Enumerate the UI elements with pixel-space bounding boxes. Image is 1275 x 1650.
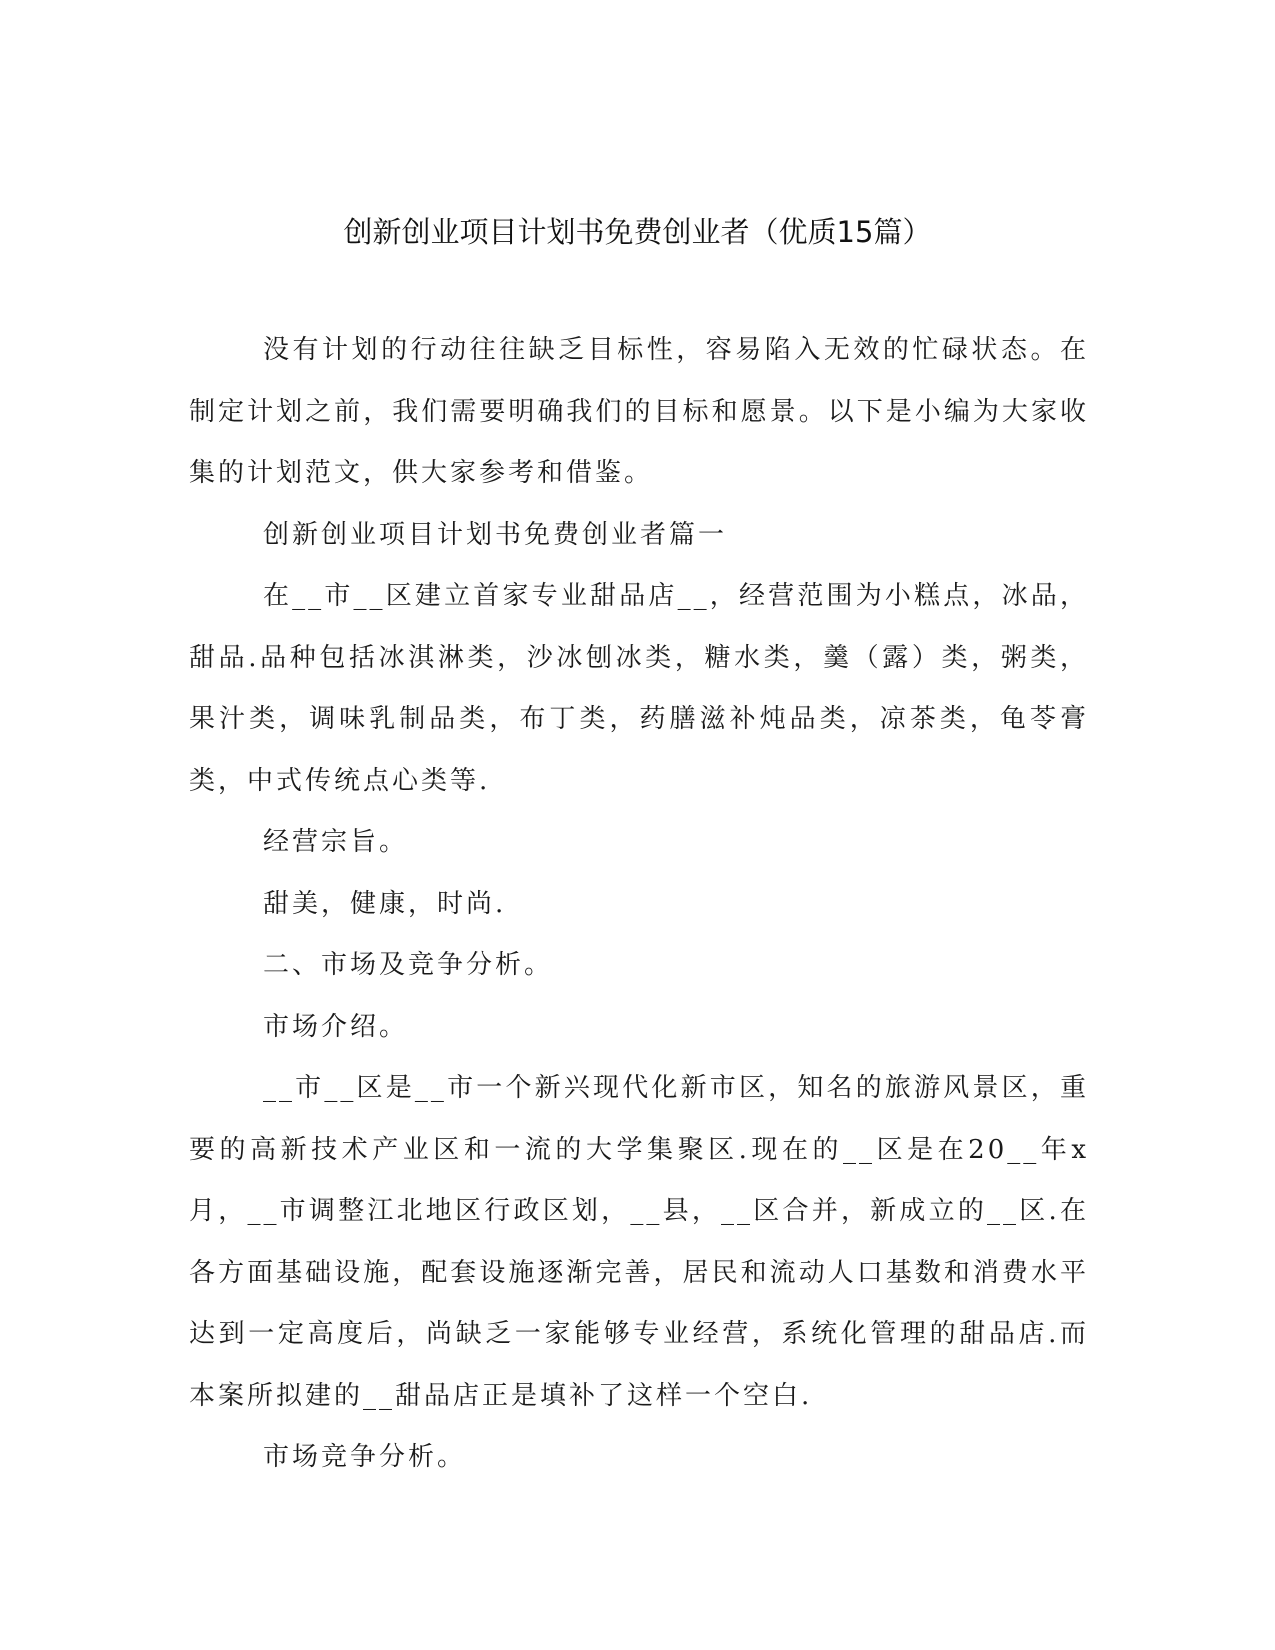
section-heading-part-one: 创新创业项目计划书免费创业者篇一 <box>263 519 728 550</box>
business-purpose-heading: 经营宗旨。 <box>263 827 409 857</box>
market-competition-heading: 二、市场及竞争分析。 <box>263 950 554 980</box>
document-body <box>189 320 1089 1489</box>
market-intro-paragraph: __市__区是__市一个新兴现代化新市区，知名的旅游风景区，重要的高新技术产业区和一流的大学集聚区.现在的__区是在20__年x月，__市调整江北地区行政区划，__县，__区合并，新成立的__区.在各方面基础设施，配套设施逐渐完善，居民和流动人口基数和消费水平达到一定高度后，尚缺乏一家能够专业经营，系统化管理的甜品店.而本案所拟建的__甜品店正是填补了这样一个空白. <box>189 1073 1089 1411</box>
business-scope-paragraph: 在__市__区建立首家专业甜品店__，经营范围为小糕点，冰品，甜品.品种包括冰淇淋类，沙冰刨冰类，糖水类，羹（露）类，粥类，果汁类，调味乳制品类，布丁类，药膳滋补炖品类，凉茶类，龟苓膏类，中式传统点心类等. <box>189 581 1089 796</box>
market-intro-heading: 市场介绍。 <box>263 1011 409 1042</box>
business-purpose-text: 甜美，健康，时尚. <box>263 888 507 919</box>
document-title: 创新创业项目计划书免费创业者（优质15篇） <box>343 215 932 249</box>
competition-analysis-heading: 市场竞争分析。 <box>263 1442 467 1472</box>
intro-paragraph: 没有计划的行动往往缺乏目标性，容易陷入无效的忙碌状态。在制定计划之前，我们需要明确我们的目标和愿景。以下是小编为大家收集的计划范文，供大家参考和借鉴。 <box>189 335 1089 488</box>
